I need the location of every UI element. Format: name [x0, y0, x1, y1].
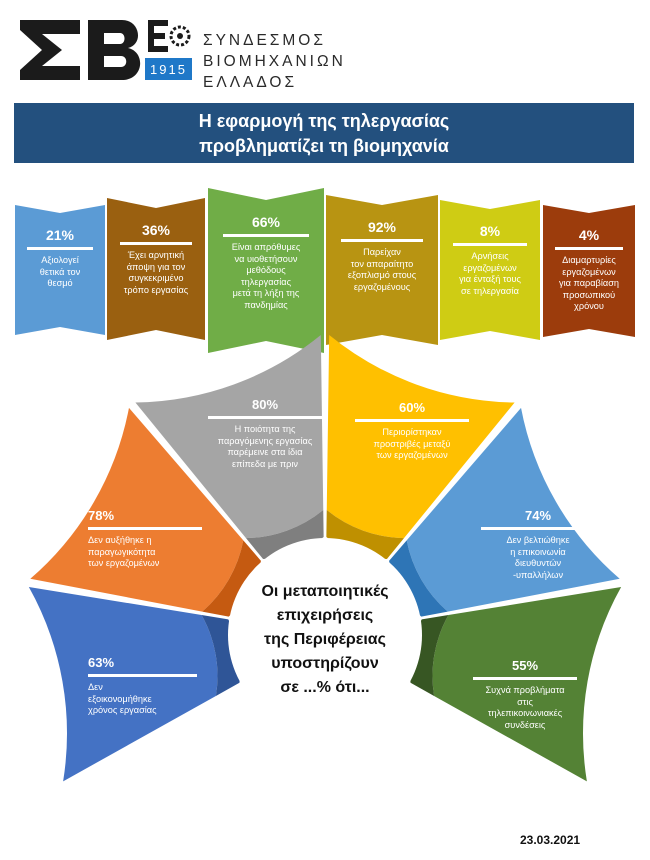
kpi-value: 4%	[578, 227, 600, 243]
kpi-label-line: εργαζομένων	[562, 266, 616, 277]
donut-value: 60%	[398, 400, 426, 415]
donut-category-line: στις	[517, 696, 533, 707]
donut-category	[88, 682, 203, 717]
donut-category-line: χρόνος εργασίας	[88, 705, 157, 715]
kpi-value: 92%	[367, 219, 397, 235]
kpi-label-line: μετά τη λήξη της	[232, 288, 300, 298]
kpi-label-line: εργαζομένων	[463, 262, 517, 273]
kpi-label-line: σε τηλεργασία	[461, 285, 519, 296]
kpi-value: 66%	[251, 214, 281, 230]
donut-category-line: παραγόμενης εργασίας	[217, 435, 313, 446]
donut-category	[88, 535, 208, 570]
donut-category-line: επίπεδα με πριν	[231, 458, 299, 469]
logo-line-3: ΕΛΛΑΔΟΣ	[203, 74, 298, 91]
donut-category-line: παρέμεινε στα ίδια	[227, 447, 303, 457]
donut-category	[470, 685, 580, 731]
banner-line-2: προβληματίζει τη βιομηχανία	[199, 136, 449, 156]
donut-category-line: διευθυντών	[514, 558, 562, 568]
donut-category-line: εξοικονομήθηκε	[88, 693, 152, 704]
kpi-label-line: πανδημίας	[244, 299, 288, 310]
logo-line-1: ΣΥΝΔΕΣΜΟΣ	[203, 32, 326, 49]
donut-value: 78%	[88, 508, 115, 523]
donut-label-3	[205, 397, 325, 470]
kpi-label-line: Αρνήσεις	[471, 251, 509, 261]
donut-divider	[473, 677, 577, 680]
donut-divider	[88, 527, 202, 530]
kpi-value: 21%	[45, 227, 75, 243]
kpi-label-line: θετικά τον	[39, 266, 81, 277]
donut-category	[478, 535, 598, 581]
logo-line-2: ΒΙΟΜΗΧΑΝΙΩΝ	[203, 53, 346, 70]
donut-category-line: Δεν	[88, 682, 103, 692]
kpi-value: 36%	[141, 222, 171, 238]
kpi-label-line: τρόπο εργασίας	[123, 284, 189, 295]
center-title-line-2: επιχειρήσεις	[276, 607, 374, 624]
logo-year: 1915	[150, 62, 187, 77]
kpi-label-line: μεθόδους	[246, 265, 286, 275]
donut-value: 74%	[524, 508, 552, 523]
kpi-label-line: για παραβίαση	[559, 278, 619, 288]
donut-divider	[481, 527, 595, 530]
kpi-label-line: για ένταξή τους	[459, 274, 521, 284]
donut-category-line: -υπαλλήλων	[512, 569, 564, 580]
kpi-value: 8%	[479, 223, 501, 239]
donut-category-line: η επικοινωνία	[510, 546, 566, 557]
kpi-label-line: Διαμαρτυρίες	[562, 255, 616, 265]
donut-divider	[208, 416, 322, 419]
kpi-label-line: άποψη για τον	[126, 261, 186, 272]
donut-category	[352, 427, 472, 462]
donut-label-4	[352, 400, 472, 462]
donut-category-line: των εργαζομένων	[376, 450, 448, 460]
center-title-line-5: σε ...% ότι...	[280, 679, 370, 696]
kpi-label-line: θεσμό	[47, 278, 73, 288]
donut-divider	[355, 419, 469, 422]
donut-value: 63%	[88, 655, 115, 670]
donut-category-line: Συχνά προβλήματα	[485, 685, 565, 695]
donut-category-line: προστριβές μεταξύ	[373, 438, 451, 449]
donut-category-line: παραγωγικότητα	[88, 546, 156, 557]
donut-value: 80%	[251, 397, 279, 412]
donut-category-line: συνδέσεις	[504, 719, 546, 730]
publication-date: 23.03.2021	[520, 833, 581, 847]
kpi-label-line: τον απαραίτητο	[350, 258, 414, 269]
donut-category-line: Δεν αυξήθηκε η	[88, 535, 152, 545]
center-title-line-4: υποστηρίζουν	[271, 655, 379, 672]
kpi-label-line: εργαζομένους	[353, 281, 411, 292]
donut-divider	[88, 674, 197, 677]
donut-center-title	[215, 580, 435, 700]
kpi-label-line: να υιοθετήσουν	[234, 253, 298, 264]
kpi-label-line: εξοπλισμό στους	[347, 270, 417, 280]
kpi-label-line: προσωπικού	[562, 289, 616, 300]
donut-category-line: τηλεπικοινωνιακές	[487, 708, 563, 718]
center-title-line-1: Οι μεταποιητικές	[261, 583, 389, 600]
kpi-label-line: Έχει αρνητική	[127, 250, 185, 260]
donut-label-1	[88, 655, 203, 717]
banner-line-1: Η εφαρμογή της τηλεργασίας	[198, 111, 450, 131]
donut-category	[205, 424, 325, 470]
donut-category-line: Περιορίστηκαν	[382, 427, 442, 437]
kpi-label-line: Παρείχαν	[363, 247, 401, 257]
kpi-label-line: Είναι απρόθυμες	[231, 242, 301, 252]
donut-category-line: Δεν βελτιώθηκε	[506, 535, 570, 545]
center-title-line-3: της Περιφέρειας	[264, 631, 386, 648]
donut-label-6	[470, 658, 580, 731]
donut-category-line: Η ποιότητα της	[234, 424, 296, 434]
donut-label-5	[478, 508, 598, 581]
kpi-label-line: χρόνου	[574, 301, 604, 311]
kpi-label-line: συγκεκριμένο	[128, 273, 184, 283]
donut-category-line: των εργαζομένων	[88, 558, 160, 568]
donut-value: 55%	[511, 658, 539, 673]
kpi-label-line: τηλεργασίας	[240, 276, 291, 287]
kpi-label-line: Αξιολογεί	[41, 255, 79, 265]
donut-label-2	[88, 508, 208, 570]
